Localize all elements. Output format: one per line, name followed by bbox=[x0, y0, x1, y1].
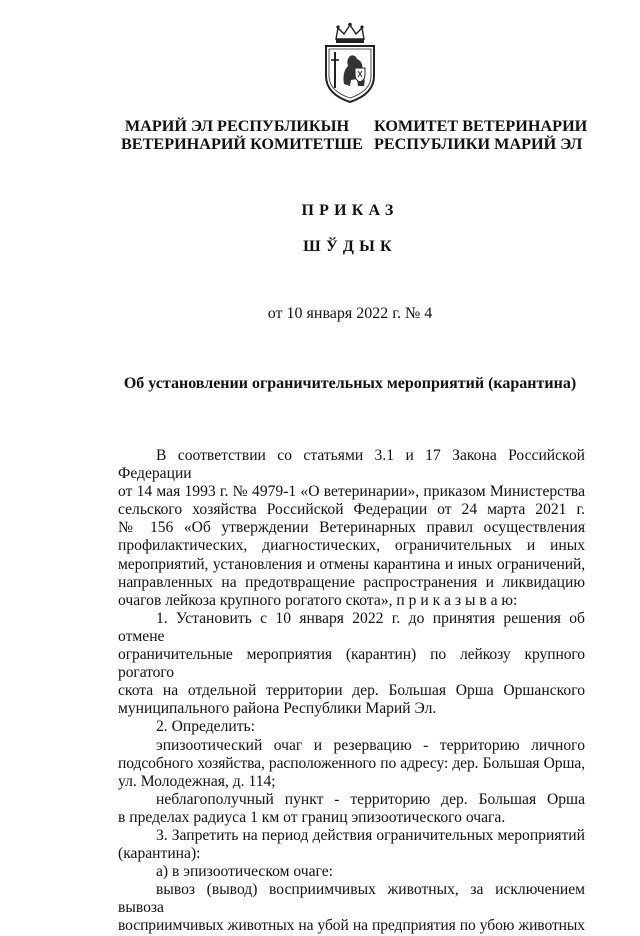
body-line: подсобного хозяйства, расположенного по адресу: дер. Большая Орша, bbox=[118, 754, 585, 772]
document-title-mari: ШЎДЫК bbox=[303, 238, 397, 255]
body-line: 2. Определить: bbox=[156, 718, 255, 736]
header-russian bbox=[374, 117, 588, 153]
body-line: скота на отдельной территории дер. Большая Орша Оршанского bbox=[118, 682, 585, 700]
body-line: сельского хозяйства Российской Федерации от 24 марта 2021 г. bbox=[118, 501, 585, 519]
body-line: вывоз (вывод) восприимчивых животных, за исключением вывоза bbox=[118, 881, 585, 917]
body-line: (карантина): bbox=[118, 845, 201, 863]
header-russian-line2: РЕСПУБЛИКИ МАРИЙ ЭЛ bbox=[374, 135, 583, 153]
body-line: от 14 мая 1993 г. № 4979-1 «О ветеринарии», приказом Министерства bbox=[118, 483, 585, 501]
body-line: направленных на предотвращение распространения и ликвидацию bbox=[118, 573, 585, 591]
body-line: ограничительные мероприятия (карантин) по лейкозу крупного рогатого bbox=[118, 646, 585, 682]
body-line: неблагополучный пункт - территорию дер. Большая Орша bbox=[156, 790, 585, 808]
header-russian-line1: КОМИТЕТ ВЕТЕРИНАРИИ bbox=[374, 117, 588, 135]
header-mari bbox=[121, 117, 363, 153]
document-date: от 10 января 2022 г. № 4 bbox=[267, 305, 433, 322]
body-line: очагов лейкоза крупного рогатого скота», п р и к а з ы в а ю: bbox=[118, 591, 518, 609]
body-line: № 156 «Об утверждении Ветеринарных правил осуществления bbox=[118, 519, 585, 537]
coat-of-arms-icon bbox=[322, 22, 378, 104]
body-line: 3. Запретить на период действия ограничительных мероприятий bbox=[156, 826, 585, 844]
document-title: ПРИКАЗ bbox=[301, 202, 399, 219]
body-line: ул. Молодежная, д. 114; bbox=[118, 772, 276, 790]
document-body bbox=[118, 447, 585, 936]
body-line: мероприятий, установления и отмены карантина и иных ограничений, bbox=[118, 555, 585, 573]
body-line: в пределах радиуса 1 км от границ эпизоотического очага. bbox=[118, 808, 506, 826]
body-line: профилактических, диагностических, ограничительных и иных bbox=[118, 537, 585, 555]
header-mari-line1: МАРИЙ ЭЛ РЕСПУБЛИКЫН bbox=[124, 117, 350, 135]
body-line: В соответствии со статьями 3.1 и 17 Закона Российской Федерации bbox=[118, 447, 585, 483]
body-line: 1. Установить с 10 января 2022 г. до принятия решения об отмене bbox=[118, 609, 585, 645]
body-line: а) в эпизоотическом очаге: bbox=[156, 863, 333, 881]
document-subject: Об установлении ограничительных мероприятий (карантина) bbox=[123, 375, 577, 392]
body-line: эпизоотический очаг и резервацию - территорию личного bbox=[156, 736, 585, 754]
body-line: восприимчивых животных на убой на предприятия по убою животных bbox=[118, 917, 585, 935]
body-line: муниципального района Республики Марий Эл. bbox=[118, 700, 437, 718]
header-mari-line2: ВЕТЕРИНАРИЙ КОМИТЕТШЕ bbox=[121, 135, 363, 153]
